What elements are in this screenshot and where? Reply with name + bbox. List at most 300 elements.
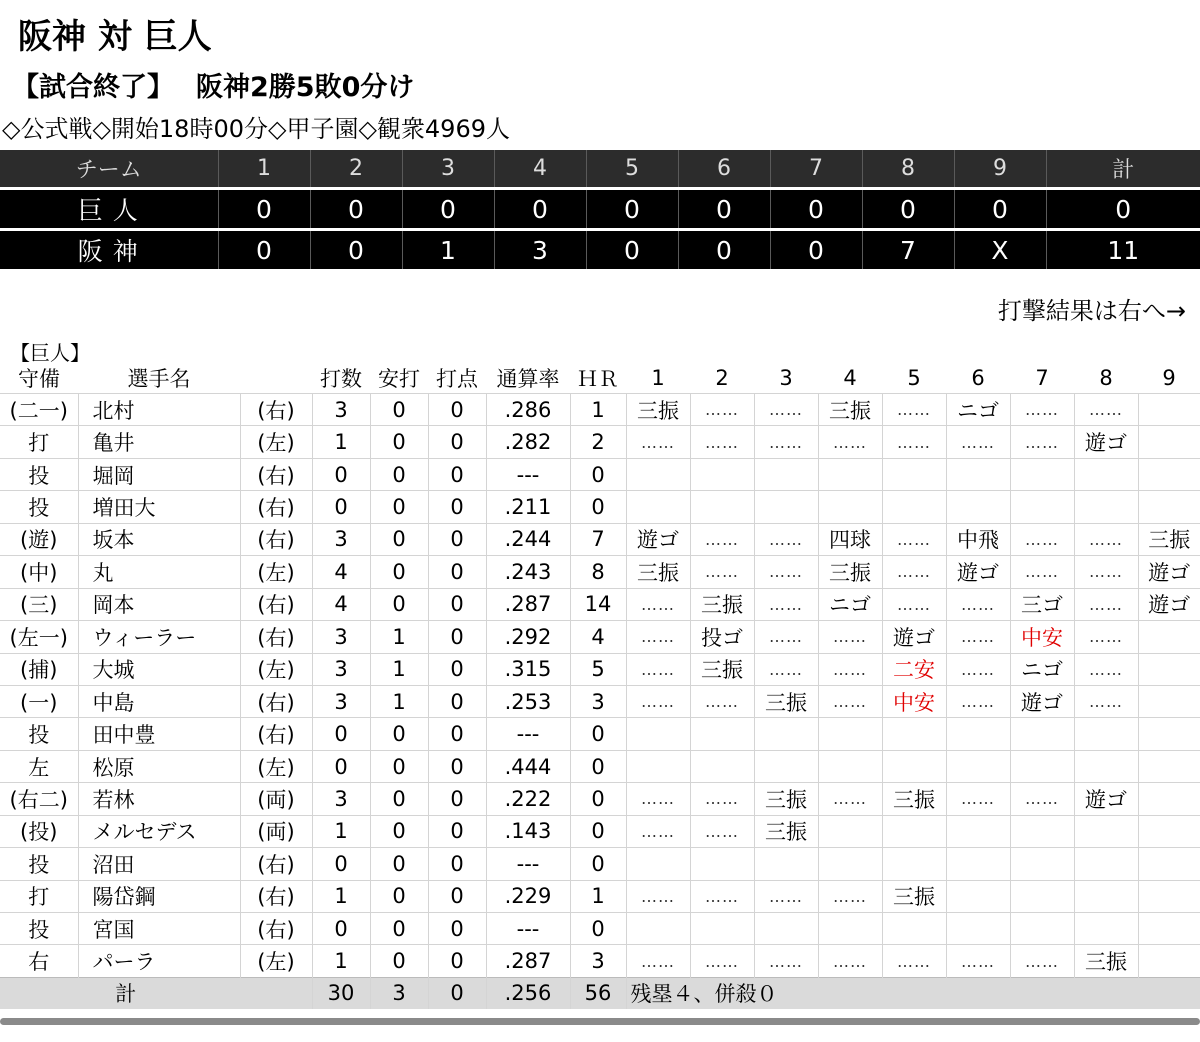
rbi: 0 — [428, 718, 486, 750]
rbi: 0 — [428, 588, 486, 620]
player-position: 投 — [0, 848, 78, 880]
at-bat-result — [690, 848, 754, 880]
batting-average: .292 — [486, 621, 570, 653]
at-bat-result: …… — [1010, 523, 1074, 555]
batting-average: .286 — [486, 394, 570, 426]
at-bat-result — [882, 913, 946, 945]
at-bat-result: …… — [754, 945, 818, 977]
total-summary: 残塁４、併殺０ — [626, 977, 1200, 1009]
player-row — [0, 783, 1200, 815]
at-bat-result — [1138, 458, 1200, 490]
at-bat-result: …… — [1074, 556, 1138, 588]
at-bat-result — [626, 718, 690, 750]
at-bats: 0 — [312, 848, 370, 880]
at-bat-result — [1010, 750, 1074, 782]
total-runs: 0 — [1046, 189, 1200, 230]
at-bat-result — [1138, 394, 1200, 426]
home-runs: 1 — [570, 880, 626, 912]
player-name: 松原 — [78, 750, 240, 782]
hits: 0 — [370, 718, 428, 750]
player-row — [0, 945, 1200, 977]
at-bats: 0 — [312, 718, 370, 750]
batting-average: .222 — [486, 783, 570, 815]
rbi: 0 — [428, 556, 486, 588]
player-name: 丸 — [78, 556, 240, 588]
scoreboard-header-cell: 7 — [770, 150, 862, 189]
at-bat-result: 中飛 — [946, 523, 1010, 555]
batting-average: --- — [486, 718, 570, 750]
home-runs: 1 — [570, 394, 626, 426]
at-bat-result: …… — [754, 588, 818, 620]
at-bats: 0 — [312, 913, 370, 945]
at-bat-result — [1010, 880, 1074, 912]
at-bat-result — [1138, 783, 1200, 815]
status-label: 【試合終了】 — [12, 72, 174, 103]
total-ab: 30 — [312, 977, 370, 1009]
player-name: 岡本 — [78, 588, 240, 620]
player-position: (左一) — [0, 621, 78, 653]
batting-average: .253 — [486, 685, 570, 717]
rbi: 0 — [428, 945, 486, 977]
batting-average: --- — [486, 913, 570, 945]
home-runs: 0 — [570, 718, 626, 750]
player-row — [0, 458, 1200, 490]
at-bat-result — [690, 750, 754, 782]
player-hand: (右) — [240, 394, 312, 426]
batting-average: .229 — [486, 880, 570, 912]
hits: 1 — [370, 653, 428, 685]
at-bat-result: 中安 — [1010, 621, 1074, 653]
at-bat-result: 三振 — [690, 653, 754, 685]
player-row — [0, 718, 1200, 750]
home-runs: 0 — [570, 750, 626, 782]
box-header-cell: 打数 — [320, 366, 362, 391]
hits: 0 — [370, 426, 428, 458]
player-name: 大城 — [78, 653, 240, 685]
player-hand: (左) — [240, 945, 312, 977]
box-header-cell: 打点 — [436, 366, 478, 391]
scoreboard-header-cell: チーム — [0, 150, 218, 189]
player-hand: (右) — [240, 491, 312, 523]
at-bat-result — [626, 848, 690, 880]
total-label: 計 — [0, 977, 312, 1009]
at-bat-result: …… — [626, 880, 690, 912]
player-name: 増田大 — [78, 491, 240, 523]
at-bat-result: …… — [946, 945, 1010, 977]
batting-box-score — [0, 362, 1200, 1009]
at-bats: 3 — [312, 523, 370, 555]
batting-average: .211 — [486, 491, 570, 523]
inning-score: X — [954, 230, 1046, 270]
batting-average: .287 — [486, 588, 570, 620]
at-bat-result: …… — [690, 815, 754, 847]
rbi: 0 — [428, 426, 486, 458]
home-runs: 4 — [570, 621, 626, 653]
player-name: 中島 — [78, 685, 240, 717]
at-bats: 3 — [312, 685, 370, 717]
at-bat-result — [1010, 491, 1074, 523]
inning-score: 0 — [678, 230, 770, 270]
at-bat-result: …… — [754, 880, 818, 912]
at-bat-result — [946, 491, 1010, 523]
season-record: 阪神2勝5敗0分け — [196, 72, 415, 103]
at-bat-result: …… — [754, 621, 818, 653]
player-row — [0, 394, 1200, 426]
at-bat-result: 三振 — [690, 588, 754, 620]
inning-score: 0 — [770, 189, 862, 230]
box-header-cell: 安打 — [378, 366, 420, 391]
bottom-divider — [0, 1018, 1200, 1025]
hits: 0 — [370, 913, 428, 945]
player-position: 打 — [0, 426, 78, 458]
at-bat-result — [1138, 426, 1200, 458]
player-position: 投 — [0, 458, 78, 490]
player-row — [0, 621, 1200, 653]
at-bat-result — [690, 491, 754, 523]
at-bat-result: 投ゴ — [690, 621, 754, 653]
at-bat-result — [754, 913, 818, 945]
inning-score: 0 — [862, 189, 954, 230]
player-name: 田中豊 — [78, 718, 240, 750]
at-bat-result: 二安 — [882, 653, 946, 685]
at-bat-result: 遊ゴ — [1138, 588, 1200, 620]
batting-average: .444 — [486, 750, 570, 782]
at-bats: 0 — [312, 491, 370, 523]
at-bat-result: …… — [626, 685, 690, 717]
hits: 0 — [370, 588, 428, 620]
player-row — [0, 426, 1200, 458]
at-bat-result: 三振 — [754, 783, 818, 815]
at-bats: 0 — [312, 750, 370, 782]
batting-average: --- — [486, 848, 570, 880]
box-header-cell: 9 — [1162, 365, 1176, 390]
at-bat-result: 三振 — [626, 394, 690, 426]
at-bat-result: …… — [882, 556, 946, 588]
inning-score: 0 — [310, 230, 402, 270]
at-bat-result: …… — [946, 588, 1010, 620]
at-bats: 3 — [312, 621, 370, 653]
hits: 0 — [370, 556, 428, 588]
player-row — [0, 491, 1200, 523]
at-bat-result: 四球 — [818, 523, 882, 555]
inning-score: 0 — [678, 189, 770, 230]
scoreboard-header-cell: 計 — [1046, 150, 1200, 189]
at-bat-result — [1138, 491, 1200, 523]
at-bat-result: 三振 — [754, 685, 818, 717]
player-hand: (右) — [240, 848, 312, 880]
player-position: 右 — [0, 945, 78, 977]
inning-score: 0 — [586, 189, 678, 230]
at-bat-result: …… — [754, 394, 818, 426]
player-name: 宮国 — [78, 913, 240, 945]
at-bat-result: …… — [1074, 588, 1138, 620]
player-hand: (両) — [240, 783, 312, 815]
rbi: 0 — [428, 458, 486, 490]
rbi: 0 — [428, 783, 486, 815]
at-bat-result: …… — [626, 653, 690, 685]
home-runs: 0 — [570, 783, 626, 815]
player-position: 打 — [0, 880, 78, 912]
box-header-row — [0, 362, 1200, 394]
player-name: 坂本 — [78, 523, 240, 555]
player-hand: (左) — [240, 750, 312, 782]
at-bats: 4 — [312, 556, 370, 588]
at-bat-result — [754, 718, 818, 750]
home-runs: 8 — [570, 556, 626, 588]
at-bat-result: …… — [946, 621, 1010, 653]
at-bat-result: …… — [754, 653, 818, 685]
home-runs: 7 — [570, 523, 626, 555]
at-bat-result — [1138, 621, 1200, 653]
player-position: (中) — [0, 556, 78, 588]
at-bat-result — [1074, 880, 1138, 912]
hits: 0 — [370, 750, 428, 782]
at-bat-result — [818, 718, 882, 750]
at-bat-result: …… — [690, 426, 754, 458]
at-bat-result: …… — [754, 556, 818, 588]
at-bat-result: ニゴ — [1010, 653, 1074, 685]
player-row — [0, 848, 1200, 880]
at-bat-result: …… — [690, 556, 754, 588]
player-name: 沼田 — [78, 848, 240, 880]
box-header-cell: ＨＲ — [577, 366, 619, 391]
at-bat-result: …… — [626, 588, 690, 620]
box-header-cell: 8 — [1099, 365, 1113, 390]
at-bat-result: …… — [690, 945, 754, 977]
at-bat-result: 三振 — [818, 394, 882, 426]
rbi: 0 — [428, 913, 486, 945]
at-bat-result: …… — [754, 523, 818, 555]
at-bats: 0 — [312, 458, 370, 490]
at-bat-result: 中安 — [882, 685, 946, 717]
player-position: (二一) — [0, 394, 78, 426]
at-bat-result: …… — [626, 426, 690, 458]
player-position: (三) — [0, 588, 78, 620]
at-bat-result — [818, 750, 882, 782]
at-bat-result — [818, 848, 882, 880]
at-bat-result — [946, 718, 1010, 750]
at-bat-result: …… — [1074, 523, 1138, 555]
at-bat-result: 遊ゴ — [882, 621, 946, 653]
home-runs: 5 — [570, 653, 626, 685]
at-bat-result: …… — [1074, 653, 1138, 685]
player-position: 投 — [0, 491, 78, 523]
at-bat-result: …… — [882, 945, 946, 977]
home-runs: 0 — [570, 848, 626, 880]
at-bat-result: 三ゴ — [1010, 588, 1074, 620]
scoreboard-header-cell: 4 — [494, 150, 586, 189]
at-bats: 3 — [312, 783, 370, 815]
at-bats: 1 — [312, 945, 370, 977]
at-bat-result: 三振 — [882, 783, 946, 815]
box-header-cell: 7 — [1035, 365, 1049, 390]
at-bat-result — [1138, 750, 1200, 782]
at-bat-result: …… — [1010, 556, 1074, 588]
scoreboard-header-cell: 8 — [862, 150, 954, 189]
at-bat-result — [946, 815, 1010, 847]
batting-average: .287 — [486, 945, 570, 977]
box-header-cell: 6 — [971, 365, 985, 390]
at-bat-result: …… — [690, 880, 754, 912]
at-bat-result: …… — [754, 426, 818, 458]
home-runs: 2 — [570, 426, 626, 458]
total-h: 3 — [370, 977, 428, 1009]
player-hand: (右) — [240, 621, 312, 653]
batting-average: .315 — [486, 653, 570, 685]
inning-score: 1 — [402, 230, 494, 270]
scoreboard-header-cell: 9 — [954, 150, 1046, 189]
at-bat-result — [882, 458, 946, 490]
at-bat-result — [1138, 815, 1200, 847]
player-row — [0, 653, 1200, 685]
at-bat-result — [626, 750, 690, 782]
at-bat-result: …… — [946, 685, 1010, 717]
at-bat-result: …… — [1010, 394, 1074, 426]
hits: 0 — [370, 945, 428, 977]
at-bat-result — [882, 491, 946, 523]
player-row — [0, 588, 1200, 620]
at-bat-result: …… — [1010, 426, 1074, 458]
at-bat-result — [1074, 815, 1138, 847]
hits: 1 — [370, 621, 428, 653]
at-bat-result: …… — [882, 523, 946, 555]
at-bat-result — [818, 913, 882, 945]
player-name: パーラ — [78, 945, 240, 977]
scoreboard-header-cell: 6 — [678, 150, 770, 189]
box-team-label: 【巨人】 — [10, 341, 90, 365]
at-bat-result: …… — [626, 945, 690, 977]
at-bat-result: 三振 — [626, 556, 690, 588]
scoreboard-header-cell: 1 — [218, 150, 310, 189]
box-header-cell: 5 — [907, 365, 921, 390]
inning-score: 3 — [494, 230, 586, 270]
at-bat-result: 遊ゴ — [1138, 556, 1200, 588]
at-bat-result — [946, 848, 1010, 880]
player-row — [0, 913, 1200, 945]
rbi: 0 — [428, 750, 486, 782]
inning-score: 0 — [770, 230, 862, 270]
box-header-cell: 3 — [779, 365, 793, 390]
scoreboard-header-cell: 2 — [310, 150, 402, 189]
at-bat-result: 三振 — [882, 880, 946, 912]
player-position: (遊) — [0, 523, 78, 555]
at-bat-result — [1074, 913, 1138, 945]
at-bat-result — [1074, 848, 1138, 880]
at-bat-result — [754, 491, 818, 523]
at-bat-result: …… — [818, 783, 882, 815]
at-bat-result: 三振 — [1074, 945, 1138, 977]
inning-score: 0 — [310, 189, 402, 230]
rbi: 0 — [428, 394, 486, 426]
at-bat-result — [1138, 653, 1200, 685]
scoreboard-header-cell: 5 — [586, 150, 678, 189]
rbi: 0 — [428, 880, 486, 912]
player-hand: (右) — [240, 880, 312, 912]
at-bat-result: …… — [626, 815, 690, 847]
box-header-cell: 通算率 — [496, 366, 560, 391]
player-name: 若林 — [78, 783, 240, 815]
home-runs: 0 — [570, 458, 626, 490]
hits: 1 — [370, 685, 428, 717]
batting-average: .282 — [486, 426, 570, 458]
hits: 0 — [370, 783, 428, 815]
at-bat-result: ニゴ — [818, 588, 882, 620]
at-bat-result — [818, 815, 882, 847]
at-bat-result: …… — [818, 426, 882, 458]
box-header-cell: 1 — [651, 365, 665, 390]
inning-score: 0 — [954, 189, 1046, 230]
at-bat-result: 遊ゴ — [1074, 783, 1138, 815]
at-bat-result: …… — [1074, 685, 1138, 717]
at-bat-result: 三振 — [818, 556, 882, 588]
rbi: 0 — [428, 523, 486, 555]
player-hand: (右) — [240, 913, 312, 945]
at-bat-result — [1138, 880, 1200, 912]
at-bat-result: …… — [882, 426, 946, 458]
hits: 0 — [370, 815, 428, 847]
player-row — [0, 685, 1200, 717]
at-bat-result: …… — [818, 945, 882, 977]
at-bat-result: 遊ゴ — [626, 523, 690, 555]
home-runs: 0 — [570, 815, 626, 847]
at-bat-result: …… — [882, 394, 946, 426]
at-bat-result — [946, 458, 1010, 490]
at-bat-result — [1010, 815, 1074, 847]
at-bat-result: …… — [690, 523, 754, 555]
at-bat-result: …… — [818, 653, 882, 685]
at-bat-result: …… — [1074, 621, 1138, 653]
player-hand: (右) — [240, 523, 312, 555]
at-bat-result — [1010, 458, 1074, 490]
hits: 0 — [370, 848, 428, 880]
home-runs: 14 — [570, 588, 626, 620]
box-header-cell — [240, 362, 312, 394]
team-name: 阪神 — [0, 230, 218, 270]
player-name: 亀井 — [78, 426, 240, 458]
at-bat-result: 遊ゴ — [1010, 685, 1074, 717]
box-header-cell: 2 — [715, 365, 729, 390]
at-bat-result: 三振 — [1138, 523, 1200, 555]
at-bat-result — [818, 458, 882, 490]
at-bat-result: …… — [818, 685, 882, 717]
at-bat-result — [1138, 913, 1200, 945]
at-bat-result — [1138, 848, 1200, 880]
at-bat-result: …… — [818, 621, 882, 653]
at-bat-result — [1074, 750, 1138, 782]
hits: 0 — [370, 523, 428, 555]
player-name: 堀岡 — [78, 458, 240, 490]
rbi: 0 — [428, 815, 486, 847]
rbi: 0 — [428, 621, 486, 653]
rbi: 0 — [428, 653, 486, 685]
rbi: 0 — [428, 685, 486, 717]
at-bat-result — [754, 458, 818, 490]
scoreboard-team-row — [0, 189, 1200, 230]
at-bat-result — [690, 913, 754, 945]
player-position: 左 — [0, 750, 78, 782]
rbi: 0 — [428, 491, 486, 523]
at-bat-result — [946, 750, 1010, 782]
home-runs: 3 — [570, 945, 626, 977]
inning-score: 0 — [402, 189, 494, 230]
player-name: ウィーラー — [78, 621, 240, 653]
at-bat-result — [946, 913, 1010, 945]
player-hand: (右) — [240, 718, 312, 750]
inning-score: 0 — [218, 230, 310, 270]
game-status — [12, 68, 414, 108]
player-hand: (左) — [240, 556, 312, 588]
player-row — [0, 523, 1200, 555]
